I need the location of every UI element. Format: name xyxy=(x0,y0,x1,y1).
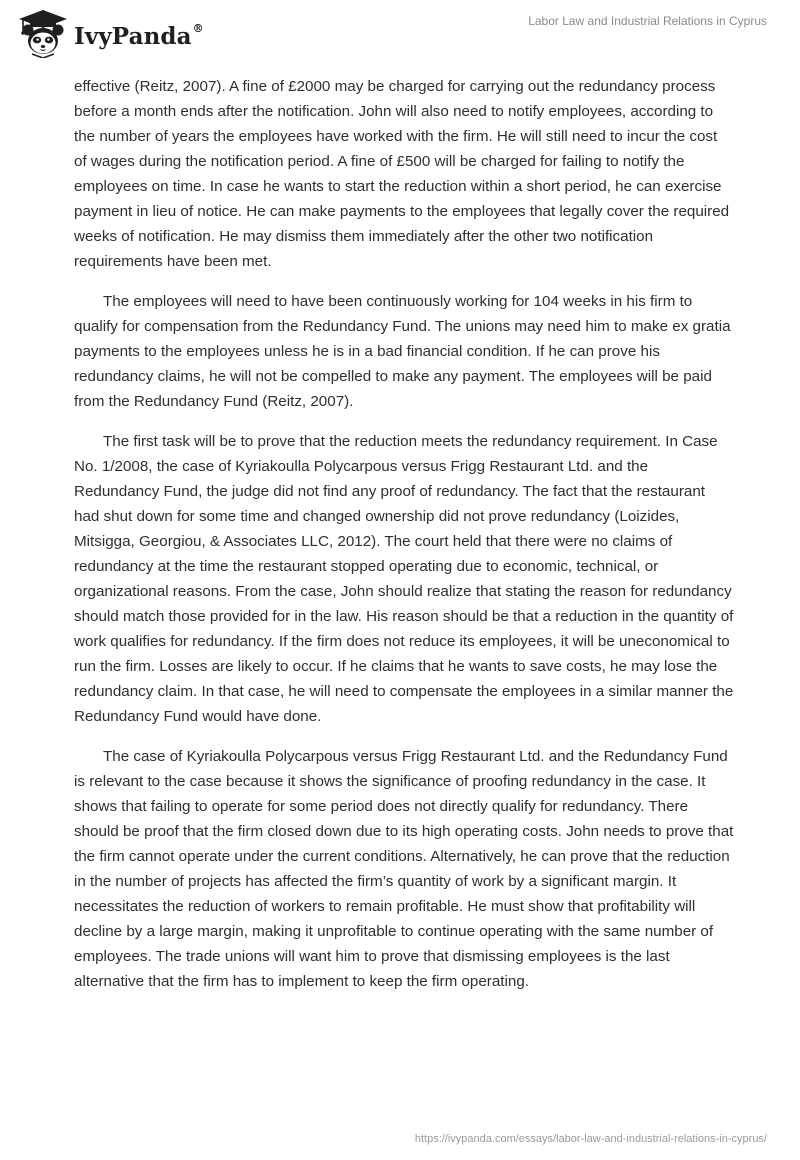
page-header xyxy=(0,0,800,66)
brand-logo[interactable] xyxy=(14,8,204,58)
essay-body xyxy=(74,74,734,1009)
paragraph-1: effective (Reitz, 2007). A fine of £2000 may be charged for carrying out the redundancy process before a month ends after the notification. John will also need to notify employees, according to the number of years the employees have worked with the firm. He will still need to incur the cost of wages during the notification period. A fine of £500 will be charged for failing to notify the employees on time. In case he wants to start the reduction within a short period, he can exercise payment in lieu of notice. He can make payments to the employees that legally cover the required weeks of notification. He may dismiss them immediately after the other two notification requirements have been met. xyxy=(74,78,730,270)
paragraph-4: The case of Kyriakoulla Polycarpous versus Frigg Restaurant Ltd. and the Redundancy Fund is relevant to the case because it shows the significance of proofing redundancy in the case. It shows that failing to operate for some period does not directly qualify for redundancy. There should be proof that the firm closed down due to its high operating costs. John needs to prove that the firm cannot operate under the current conditions. Alternatively, he can prove that the reduction in the number of projects has affected the firm’s quantity of work by a significant margin. It necessitates the reduction of workers to remain profitable. He must show that profitability will decline by a large margin, making it unprofitable to continue operating with the same number of employees. The trade unions will want him to prove that dismissing employees is the last alternative that the firm has to implement to keep the firm operating. xyxy=(74,748,734,990)
paragraph-3: The first task will be to prove that the reduction meets the redundancy requirement. In Case No. 1/2008, the case of Kyriakoulla Polycarpous versus Frigg Restaurant Ltd. and the Redundancy Fund, the judge did not find any proof of redundancy. The fact that the restaurant had shut down for some time and changed ownership did not prove redundancy (Loizides, Mitsigga, Georgiou, & Associates LLC, 2012). The court held that there were no claims of redundancy at the time the restaurant stopped operating due to economic, technical, or organizational reasons. From the case, John should realize that stating the reason for redundancy should match those provided for in the law. His reason should be that a reduction in the quantity of work qualifies for redundancy. If the firm does not reduce its employees, it will be uneconomical to run the firm. Losses are likely to occur. If he claims that he wants to save costs, he may lose the redundancy claim. In that case, he will need to compensate the employees in a similar manner the Redundancy Fund would have done. xyxy=(74,433,734,725)
registered-mark: ® xyxy=(192,21,204,35)
brand-name-text: IvyPanda xyxy=(74,22,192,50)
source-url[interactable]: https://ivypanda.com/essays/labor-law-and-industrial-relations-in-cyprus/ xyxy=(414,1133,767,1145)
document-title: Labor Law and Industrial Relations in Cyprus xyxy=(528,14,767,28)
paragraph-2: The employees will need to have been continuously working for 104 weeks in his firm to qualify for compensation from the Redundancy Fund. The unions may need him to make ex gratia payments to the employees unless he is in a bad financial condition. If he can prove his redundancy claims, he will not be compelled to make any payment. The employees will be paid from the Redundancy Fund (Reitz, 2007). xyxy=(74,293,731,410)
panda-graduation-cap-icon xyxy=(14,8,72,58)
brand-name xyxy=(74,23,204,50)
